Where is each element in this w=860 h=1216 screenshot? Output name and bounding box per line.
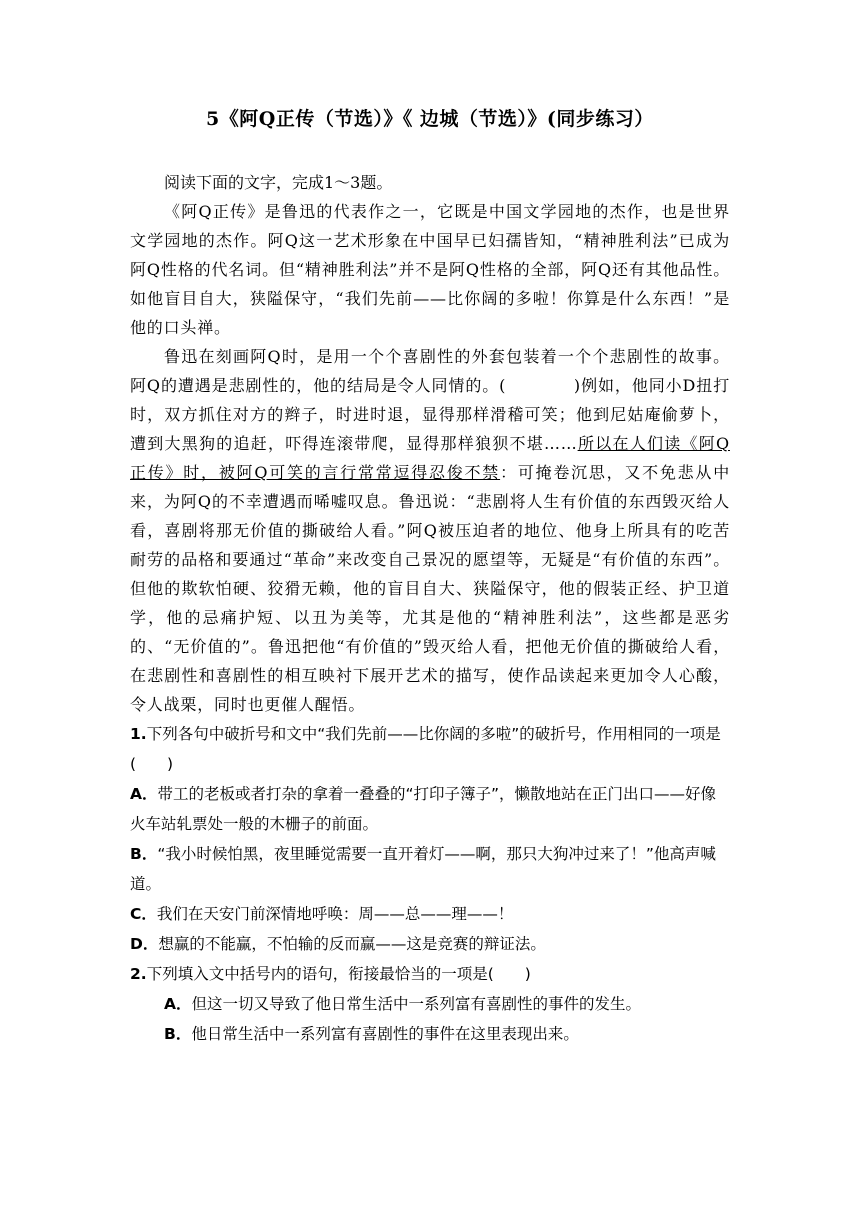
option-text: 想赢的不能赢，不怕输的反而赢——这是竞赛的辩证法。 <box>158 935 546 953</box>
option-text: 带工的老板或者打杂的拿着一叠叠的“打印子簿子”，懒散地站在正门出口——好像火车站轧票处一般的木栅子的前面。 <box>130 785 717 833</box>
question-2-option-a[interactable] <box>130 989 730 1019</box>
passage-paragraph-1: 《阿Q正传》是鲁迅的代表作之一，它既是中国文学园地的杰作，也是世界文学园地的杰作。阿Q这一艺术形象在中国早已妇孺皆知，“精神胜利法”已成为阿Q性格的代名词。但“精神胜利法”并不是阿Q性格的全部，阿Q还有其他品性。如他盲目自大，狭隘保守，“我们先前——比你阔的多啦！你算是什么东西！”是他的口头禅。 <box>130 202 730 337</box>
option-label: B． <box>130 845 158 863</box>
option-text: 我们在天安门前深情地呼唤：周——总——理——！ <box>156 905 514 923</box>
question-1-number: 1. <box>130 725 147 743</box>
option-text: “我小时候怕黑，夜里睡觉需要一直开着灯——啊，那只大狗冲过来了！”他高声喊道。 <box>130 845 716 893</box>
option-label: A． <box>130 785 158 803</box>
question-2-stem <box>130 959 730 989</box>
question-1-option-d[interactable] <box>130 929 730 959</box>
option-text: 但这一切又导致了他日常生活中一系列富有喜剧性的事件的发生。 <box>191 995 642 1013</box>
underlined-sentence: 所以在人们读《阿Q正传》时，被阿Q可笑的言行常常逗得忍俊不禁 <box>130 434 730 482</box>
question-2-text: 下列填入文中括号内的语句，衔接最恰当的一项是( ) <box>146 965 531 983</box>
page-title: 5《阿Q正传（节选）》《 边城（节选）》(同步练习） <box>206 108 654 130</box>
question-2-number: 2. <box>130 965 147 983</box>
option-label: D． <box>130 935 159 953</box>
passage-p2-part-a: 鲁迅在刻画阿Q时，是用一个个喜剧性的外套包装着一个个悲剧性的故事。阿Q的遭遇是悲剧性的，他的结局是令人同情的。( )例如，他同小D扭打时，双方抓住对方的辫子，时进时退，显得那样滑稽可笑；他到尼姑庵偷萝卜，遭到大黑狗的追赶，吓得连滚带爬，显得那样狼狈不堪…… <box>130 347 730 453</box>
option-label: A． <box>164 995 192 1013</box>
question-1-stem <box>130 719 730 779</box>
option-label: C． <box>130 905 157 923</box>
option-text: 他日常生活中一系列富有喜剧性的事件在这里表现出来。 <box>191 1025 579 1043</box>
document-body <box>130 168 730 1049</box>
instruction: 阅读下面的文字，完成1～3题。 <box>164 173 393 192</box>
question-1-text: 下列各句中破折号和文中“我们先前——比你阔的多啦”的破折号，作用相同的一项是( ) <box>130 725 721 773</box>
question-2-option-b[interactable] <box>130 1019 730 1049</box>
passage-paragraph-2 <box>130 342 730 719</box>
question-1-option-c[interactable] <box>130 899 730 929</box>
question-1-option-b[interactable] <box>130 839 730 899</box>
passage-p2-part-b: ：可掩卷沉思，又不免悲从中来，为阿Q的不幸遭遇而唏嘘叹息。鲁迅说：“悲剧将人生有价值的东西毁灭给人看，喜剧将那无价值的撕破给人看。”阿Q被压迫者的地位、他身上所具有的吃苦耐劳的品格和要通过“革命”来改变自己景况的愿望等，无疑是“有价值的东西”。但他的欺软怕硬、狡猾无赖，他的盲目自大、狭隘保守，他的假装正经、护卫道学，他的忌痛护短、以丑为美等，尤其是他的“精神胜利法”，这些都是恶劣的、“无价值的”。鲁迅把他“有价值的”毁灭给人看，把他无价值的撕破给人看，在悲剧性和喜剧性的相互映衬下展开艺术的描写，使作品读起来更加令人心酸，令人战栗，同时也更催人醒悟。 <box>130 463 730 714</box>
option-label: B． <box>164 1025 192 1043</box>
question-1-option-a[interactable] <box>130 779 730 839</box>
